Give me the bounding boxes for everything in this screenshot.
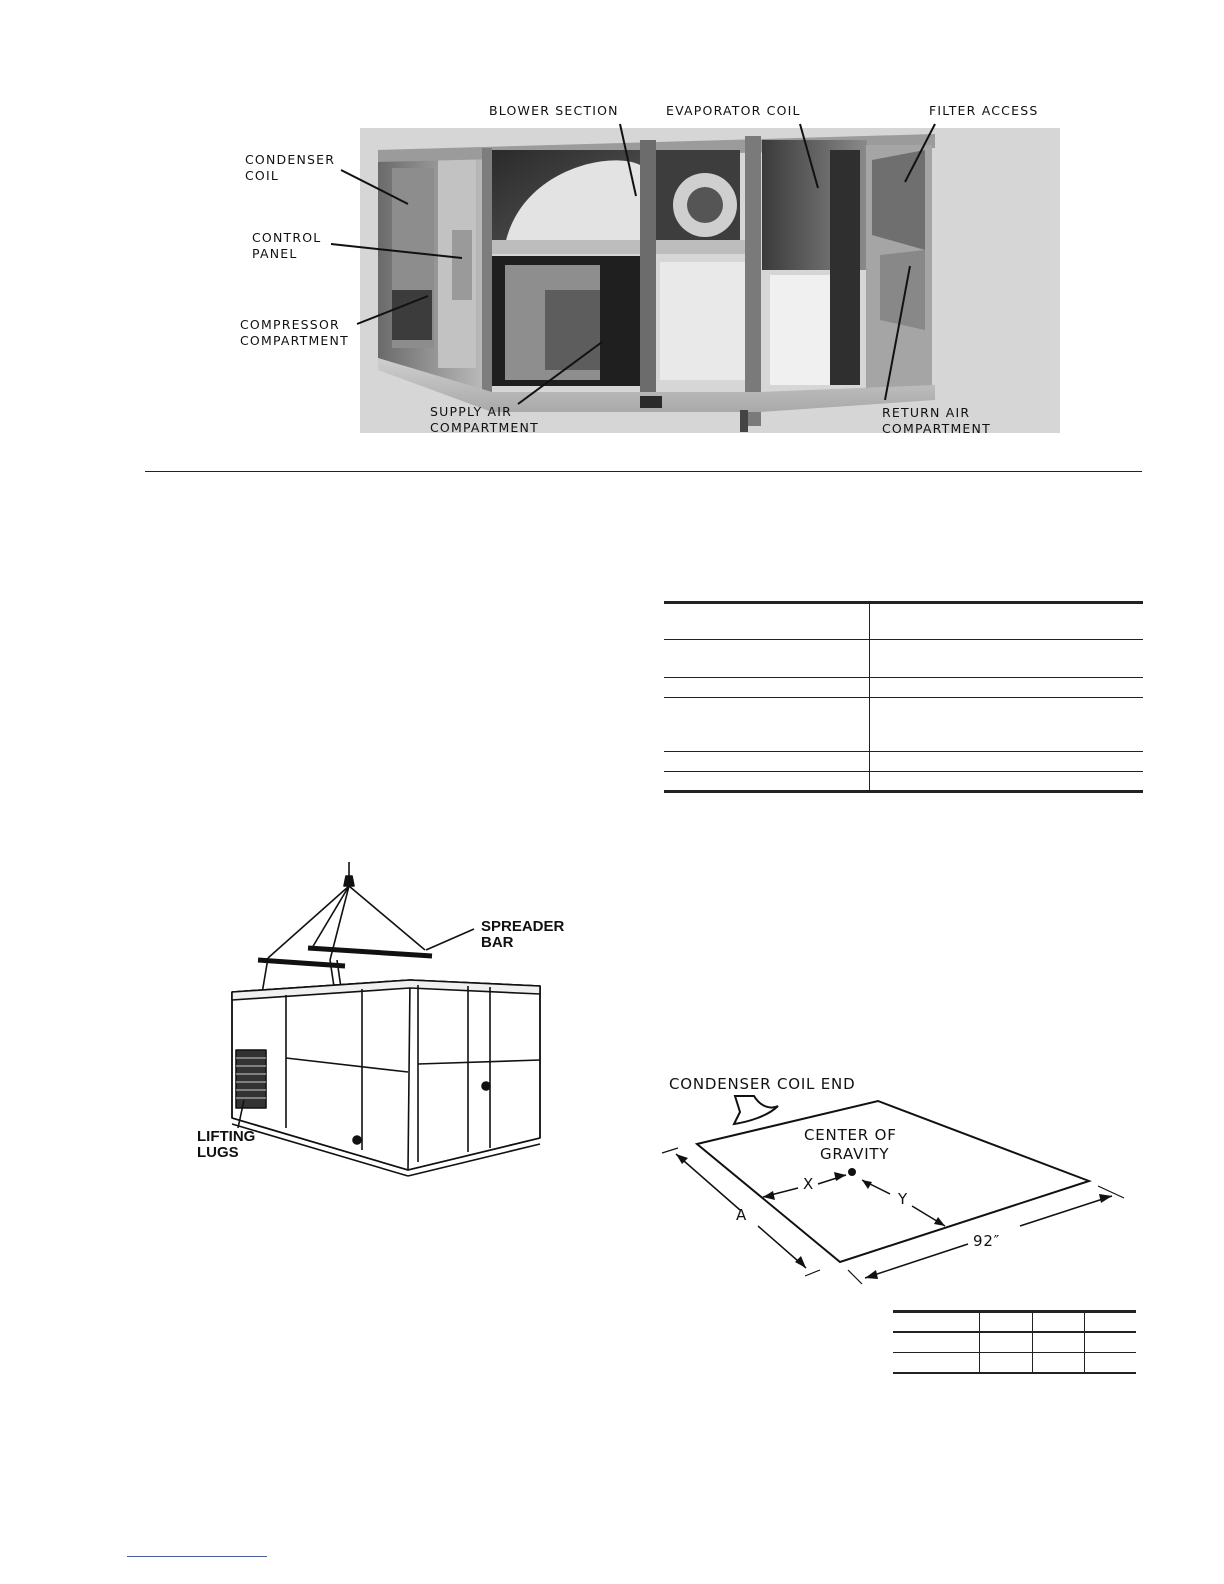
label-blower-section: BLOWER SECTION (489, 103, 619, 118)
label-center-of-gravity-line2: GRAVITY (820, 1145, 890, 1163)
label-dimension-width: 92″ (973, 1232, 1001, 1250)
label-compressor-line2: COMPARTMENT (240, 333, 349, 348)
small-table-column-divider (1084, 1313, 1085, 1373)
label-dimension-a: A (736, 1206, 748, 1224)
small-table-bottom-rule (893, 1372, 1136, 1374)
label-supply-air-line1: SUPPLY AIR (430, 404, 512, 419)
label-control-panel-line2: PANEL (252, 246, 298, 261)
label-return-air-line1: RETURN AIR (882, 405, 971, 420)
small-table-row-rule (893, 1352, 1136, 1353)
label-spreader-bar-line1: SPREADER (481, 918, 565, 935)
label-dimension-y: Y (898, 1190, 908, 1208)
label-condenser-coil-line2: COIL (245, 168, 280, 183)
label-condenser-coil-end: CONDENSER COIL END (669, 1075, 856, 1093)
label-evaporator-coil: EVAPORATOR COIL (666, 103, 801, 118)
label-supply-air-line2: COMPARTMENT (430, 420, 539, 435)
label-compressor-line1: COMPRESSOR (240, 317, 340, 332)
small-table-top-rule (893, 1310, 1136, 1313)
label-condenser-coil-line1: CONDENSER (245, 152, 336, 167)
label-center-of-gravity-line1: CENTER OF (804, 1126, 897, 1144)
label-control-panel-line1: CONTROL (252, 230, 322, 245)
small-table-column-divider (979, 1313, 980, 1373)
footer-link-underline[interactable] (127, 1556, 267, 1557)
label-return-air-line2: COMPARTMENT (882, 421, 991, 436)
label-dimension-x: X (803, 1175, 815, 1193)
small-table-row-rule (893, 1331, 1136, 1333)
label-filter-access: FILTER ACCESS (929, 103, 1039, 118)
small-table-column-divider (1032, 1313, 1033, 1373)
label-spreader-bar-line2: BAR (481, 934, 514, 951)
label-lifting-lugs-line2: LUGS (197, 1144, 239, 1161)
label-lifting-lugs-line1: LIFTING (197, 1128, 256, 1145)
